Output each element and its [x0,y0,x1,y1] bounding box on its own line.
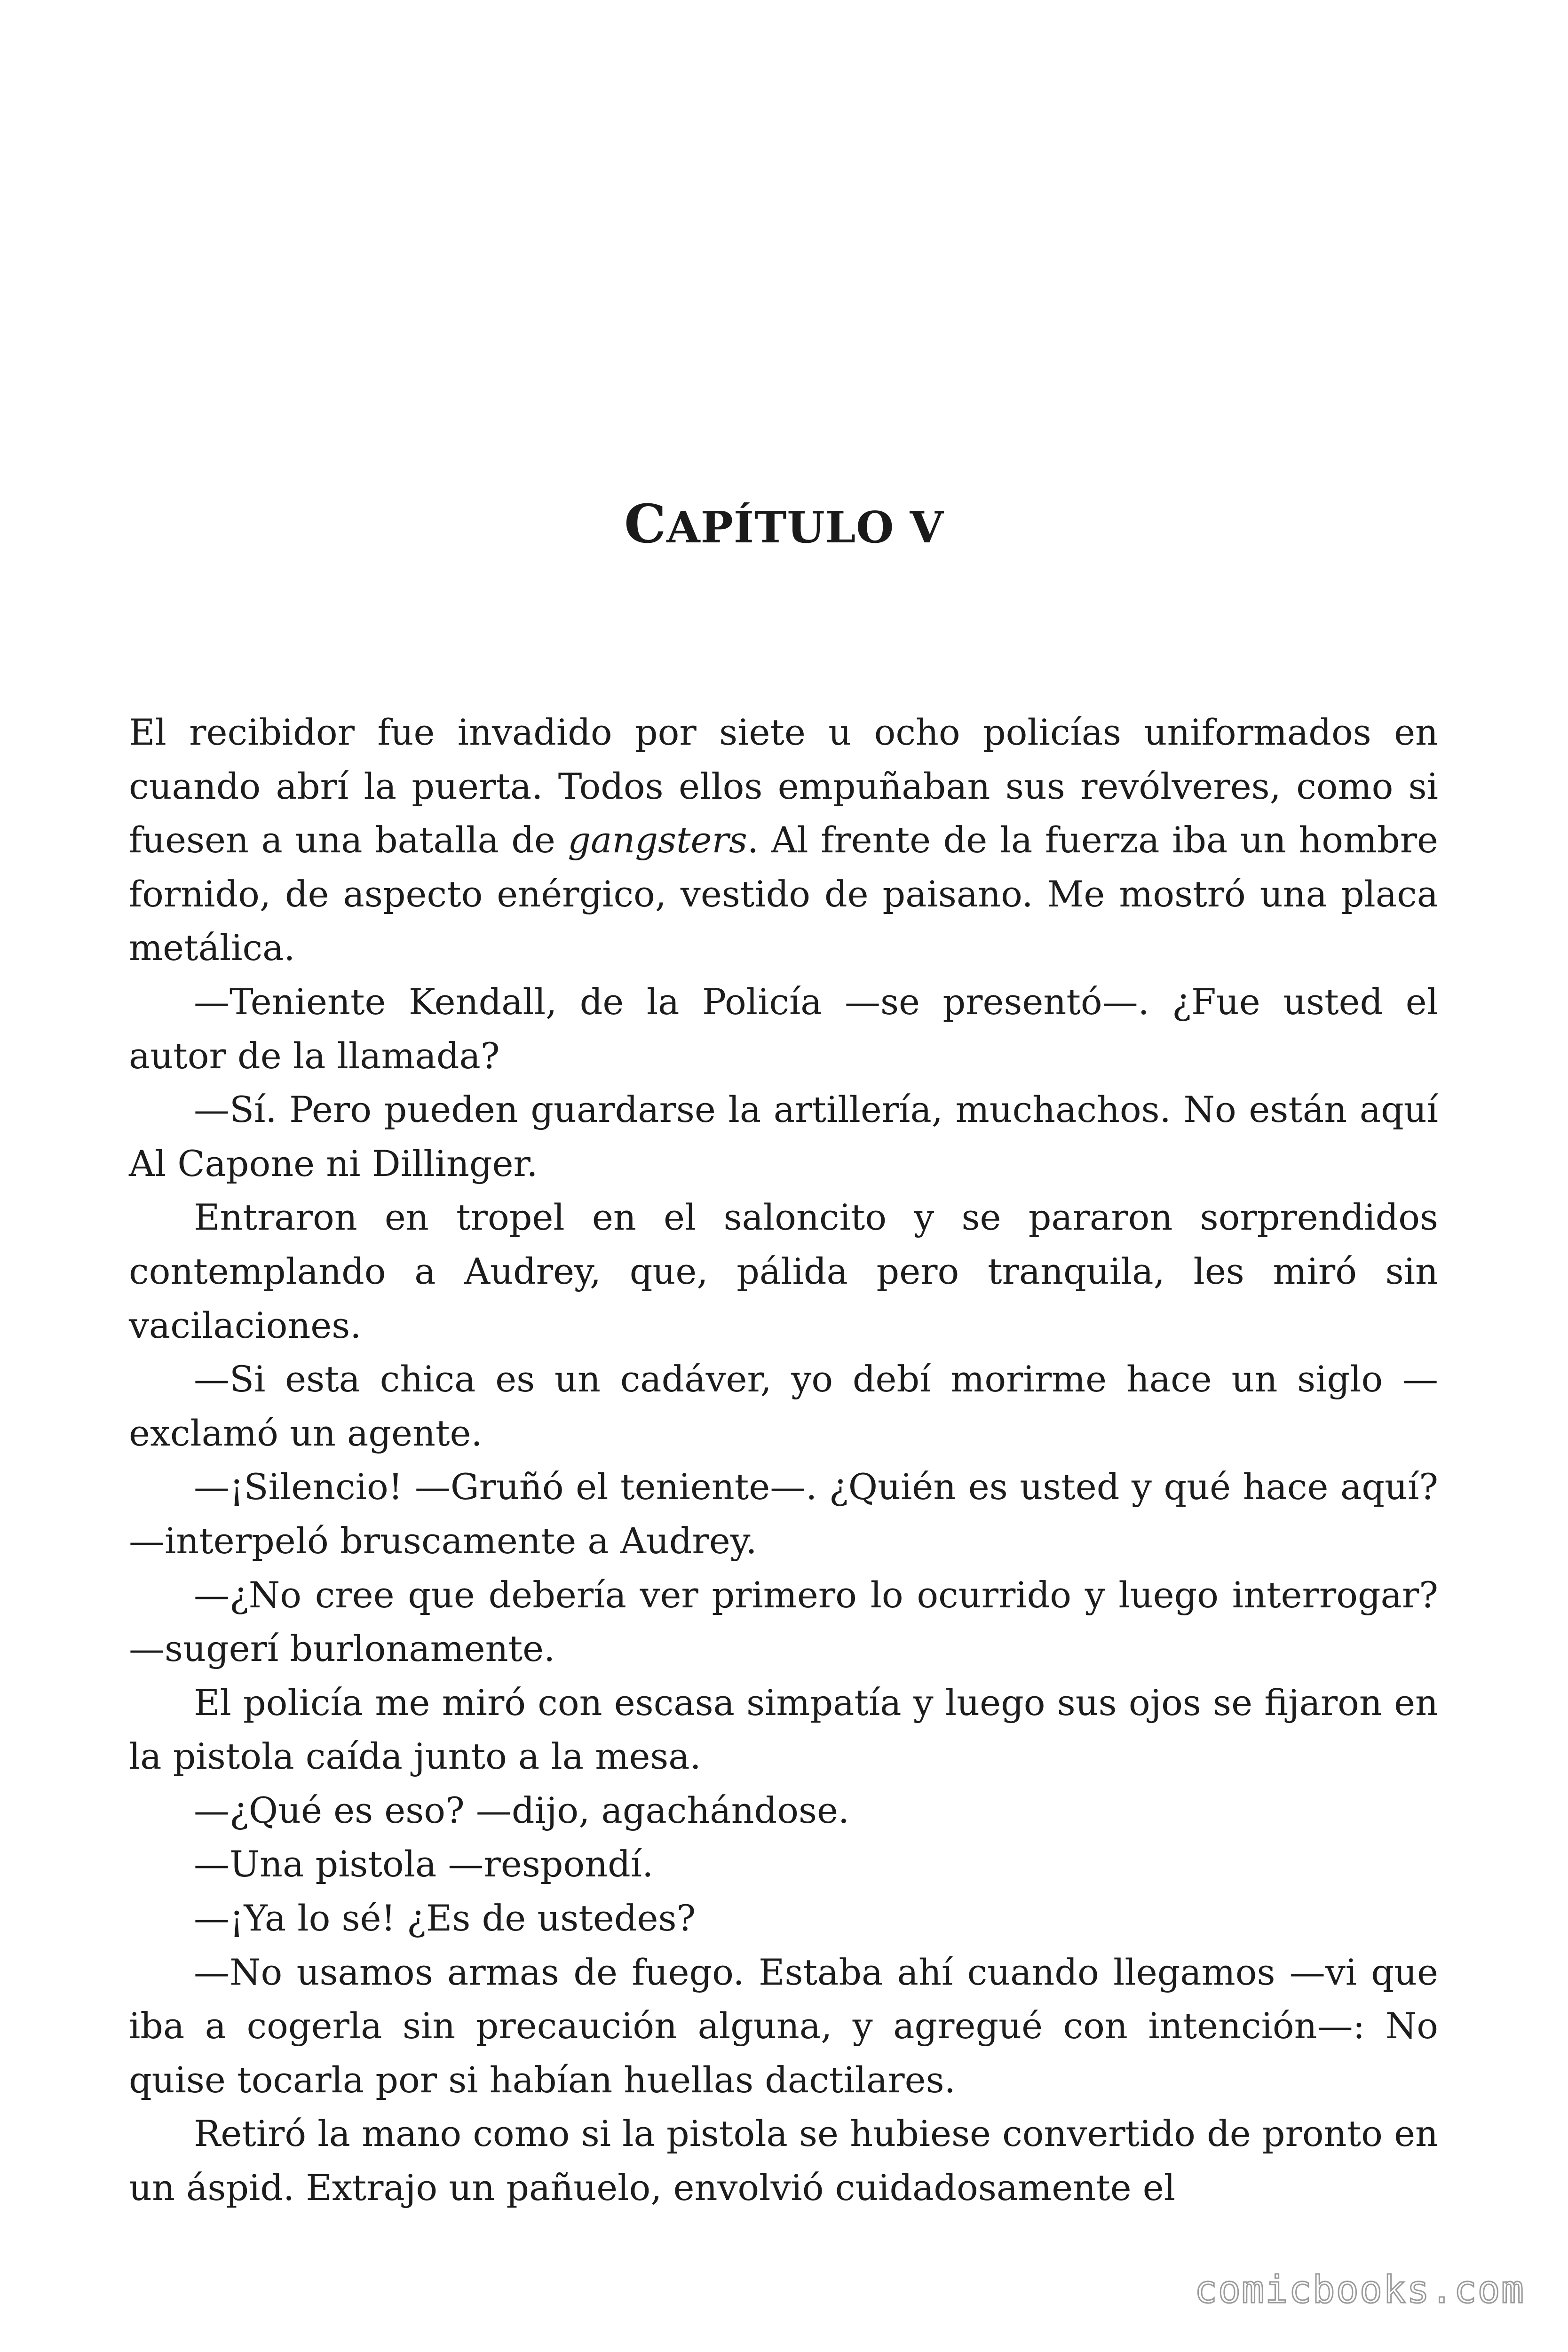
paragraph-7: —¿No cree que debería ver primero lo ocurrido y luego interrogar? —sugerí burlonamente. [129,1573,1438,1670]
chapter-title-initial: C [624,493,667,556]
chapter-title-rest: APÍTULO V [666,502,944,553]
paragraph-4: Entraron en tropel en el saloncito y se pararon sorprendidos contemplando a Audrey, que, pálida pero tranquila, les miró sin vacilaciones. [129,1196,1438,1346]
paragraph-5: —Si esta chica es un cadáver, yo debí morirme hace un siglo —exclamó un agente. [129,1358,1438,1454]
paragraph-12: —No usamos armas de fuego. Estaba ahí cuando llegamos —vi que iba a cogerla sin precaución alguna, y agregué con intención—: No quise tocarla por si habían huellas dactilares. [129,1951,1438,2101]
paragraph-1 [129,706,1438,975]
paragraph-6: —¡Silencio! —Gruñó el teniente—. ¿Quién es usted y qué hace aquí? —interpeló bruscamente a Audrey. [129,1466,1438,1562]
paragraph-2: —Teniente Kendall, de la Policía —se presentó—. ¿Fue usted el autor de la llamada? [129,980,1438,1077]
watermark: comicbooks.com [1194,2268,1525,2312]
paragraph-1-text-a: El recibidor fue invadido por siete u ocho policías uniformados en cuando abrí la puerta. Todos ellos empuñaban sus revólveres, como si fuesen a una batalla de [129,711,1438,861]
chapter-title [0,487,1568,565]
paragraph-10: —Una pistola —respondí. [194,1843,654,1885]
paragraph-1-italic-word: gangsters [568,819,747,861]
paragraph-13: Retiró la mano como si la pistola se hubiese convertido de pronto en un áspid. Extrajo un pañuelo, envolvió cuidadosamente el [129,2113,1438,2209]
paragraph-3: —Sí. Pero pueden guardarse la artillería, muchachos. No están aquí Al Capone ni Dillinger. [129,1089,1438,1184]
paragraph-9: —¿Qué es eso? —dijo, agachándose. [194,1789,850,1831]
paragraph-11: —¡Ya lo sé! ¿Es de ustedes? [194,1897,696,1939]
chapter-body [129,706,1438,2215]
paragraph-8: El policía me miró con escasa simpatía y luego sus ojos se fijaron en la pistola caída junto a la mesa. [129,1681,1438,1778]
paragraph-1-text-b: . Al frente de la fuerza iba un hombre fornido, de aspecto enérgico, vestido de paisano. Me mostró una placa metálica. [129,819,1438,969]
